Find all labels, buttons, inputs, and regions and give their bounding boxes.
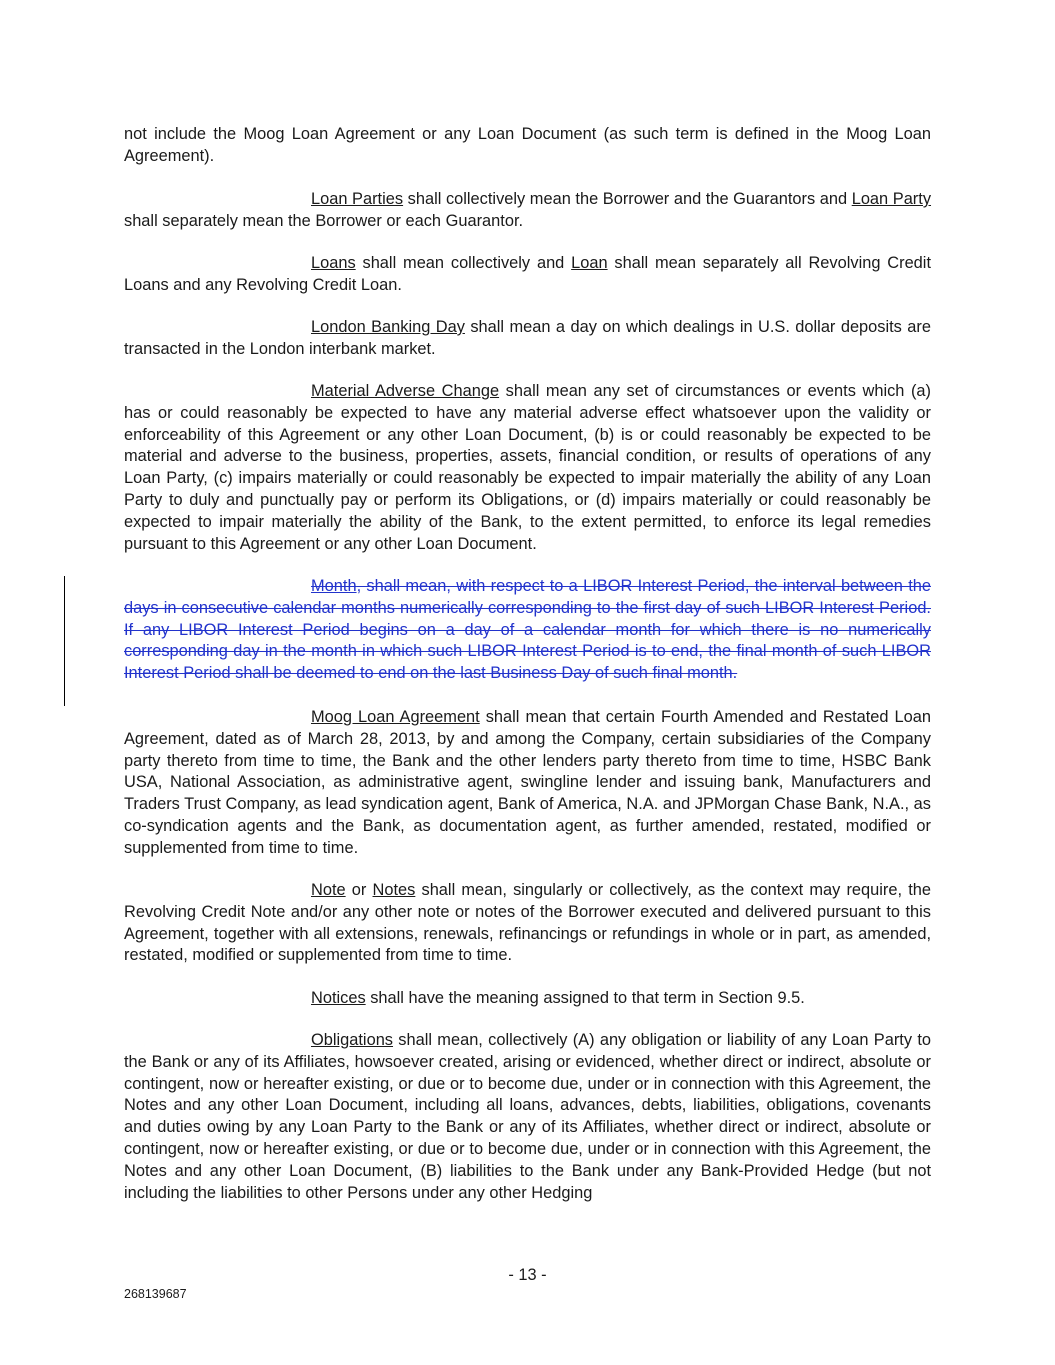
definition-material-adverse-change bbox=[124, 381, 931, 555]
paragraph-text: not include the Moog Loan Agreement or any Loan Document (as such term is defined in the Moog Loan Agreement). bbox=[124, 125, 931, 165]
definition-text: shall mean any set of circumstances or events which (a) has or could reasonably be expected to have any material adverse effect whatsoever upon the validity or enforceability of this Agreement or any other Loan Document, (b) is or could reasonably be expected to be material and adverse to the business, properties, assets, financial condition, or results of operations of any Loan Party, (c) impairs materially or could reasonably be expected to impair materially the ability of any Loan Party to duly and punctually pay or perform its Obligations, or (d) impairs materially or could reasonably be expected to impair materially the ability of the Bank, to the extent permitted, to enforce its legal remedies pursuant to this Agreement or any other Loan Document. bbox=[124, 382, 931, 553]
definition-loans bbox=[124, 253, 931, 297]
defined-term: Loan Parties bbox=[311, 190, 404, 208]
page-number: - 13 - bbox=[508, 1266, 547, 1284]
defined-term: Loan bbox=[571, 254, 608, 272]
definition-loan-parties bbox=[124, 189, 931, 233]
definition-text: shall mean, singularly or collectively, as the context may require, the Revolving Credit Note and/or any other note or notes of the Borrower executed and delivered pursuant to this Agreement, together with all extensions, renewals, refinancings or refundings in whole or in part, as amended, restated, modified or supplemented from time to time. bbox=[124, 881, 931, 965]
defined-term: Notices bbox=[311, 989, 366, 1007]
defined-term: Material Adverse Change bbox=[311, 382, 500, 400]
defined-term: Notes bbox=[372, 881, 416, 899]
definition-text: shall collectively mean the Borrower and the Guarantors and bbox=[403, 190, 852, 208]
definition-text: shall have the meaning assigned to that term in Section 9.5. bbox=[365, 989, 805, 1007]
defined-term: Moog Loan Agreement bbox=[311, 708, 480, 726]
definition-text: shall mean collectively and bbox=[355, 254, 572, 272]
definition-text: shall mean separately all Revolving Credit Loans and any Revolving Credit Loan. bbox=[124, 254, 931, 294]
defined-term: Obligations bbox=[311, 1031, 394, 1049]
defined-term: London Banking Day bbox=[311, 318, 465, 336]
defined-term: Loans bbox=[311, 254, 356, 272]
revision-change-bar bbox=[64, 576, 65, 706]
document-id: 268139687 bbox=[124, 1287, 187, 1301]
defined-term: Month bbox=[311, 577, 357, 595]
definition-obligations bbox=[124, 1030, 931, 1204]
defined-term: Note bbox=[311, 881, 346, 899]
definition-notices bbox=[124, 988, 931, 1010]
definition-text: or bbox=[345, 881, 373, 899]
definition-note bbox=[124, 880, 931, 967]
definition-text: shall mean that certain Fourth Amended and Restated Loan Agreement, dated as of March 28, 2013, by and among the Company, certain subsidiaries of the Company party thereto from time to time, the Bank and the other lenders party thereto from time to time, HSBC Bank USA, National Association, as administrative agent, swingline lender and issuing bank, Manufacturers and Traders Trust Company, as lead syndication agent, Bank of America, N.A. and JPMorgan Chase Bank, N.A., as co-syndication agents and the Bank, as documentation agent, as further amended, restated, modified or supplemented from time to time. bbox=[124, 708, 931, 857]
definition-text: shall mean, collectively (A) any obligation or liability of any Loan Party to the Bank or any of its Affiliates, howsoever created, arising or evidenced, whether direct or indirect, absolute or contingent, now or hereafter existing, or due or to become due, under or in connection with this Agreement, the Notes and any other Loan Document, including all loans, advances, debts, liabilities, obligations, covenants and duties owing by any Loan Party to the Bank or any of its Affiliates, whether direct or indirect, absolute or contingent, now or hereafter existing, or due or to become due, under or in connection with this Agreement, the Notes and any other Loan Document, (B) liabilities to the Bank under any Bank-Provided Hedge (but not including the liabilities to other Persons under any other Hedging bbox=[124, 1031, 931, 1202]
definition-text: , shall mean, with respect to a LIBOR Interest Period, the interval between the days in consecutive calendar months numerically corresponding to the first day of such LIBOR Interest Period. If any LIBOR Interest Period begins on a day of a calendar month for which there is no numerically corresponding day in the month in which such LIBOR Interest Period is to end, the final month of such LIBOR Interest Period shall be deemed to end on the last Business Day of such final month. bbox=[124, 577, 931, 683]
definition-text: shall mean a day on which dealings in U.S. dollar deposits are transacted in the London interbank market. bbox=[124, 318, 931, 358]
definition-london-banking-day bbox=[124, 317, 931, 361]
definition-moog-loan-agreement bbox=[124, 707, 931, 860]
definition-month-deleted bbox=[124, 576, 931, 685]
definition-text: shall separately mean the Borrower or each Guarantor. bbox=[124, 211, 524, 230]
paragraph-continuation bbox=[124, 124, 931, 168]
defined-term: Loan Party bbox=[851, 190, 932, 208]
